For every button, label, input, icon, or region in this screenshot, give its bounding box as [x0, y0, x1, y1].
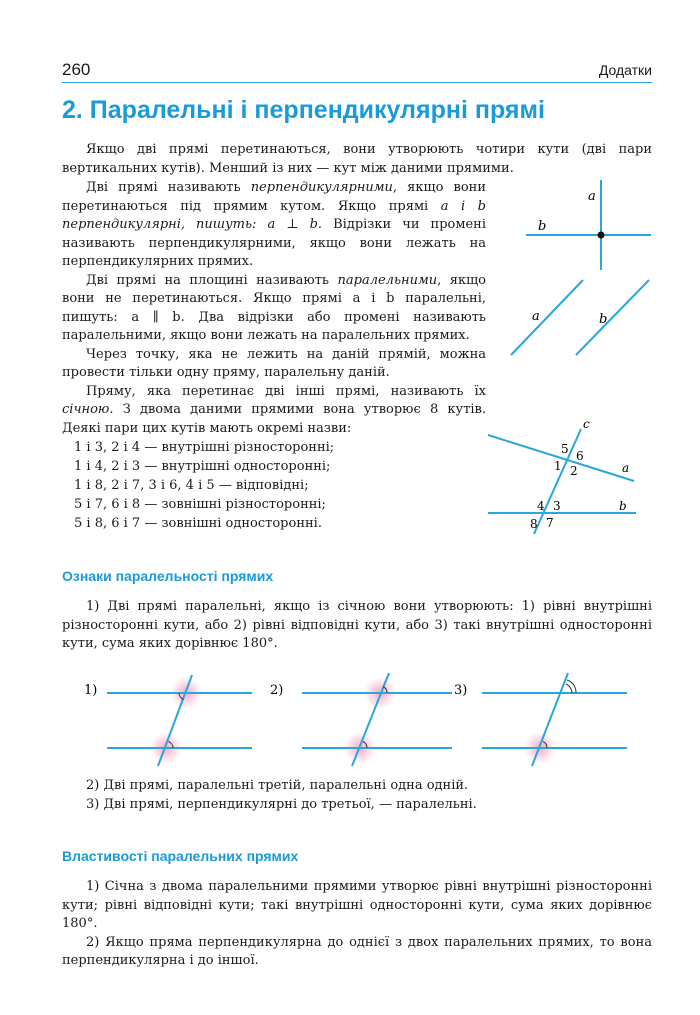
angle-label-3: 3: [553, 499, 561, 513]
perp-text-2: , якщо вони перетинаються під прямим кутом. Якщо прямі: [62, 180, 486, 214]
intersection-point: [598, 232, 605, 239]
properties-section: [62, 878, 652, 971]
diagram-label-2: 2): [270, 683, 284, 698]
signs-more: [62, 777, 652, 814]
label-a: a: [588, 189, 596, 204]
parallel-line-b: [576, 280, 649, 355]
parallel-text-3: Два відрізки або промені називають паралельними, якщо вони лежать на паралельних прямих.: [62, 309, 486, 343]
diagram-2: [270, 673, 452, 766]
parallel-line-a: [511, 280, 583, 355]
diagram-1: [84, 675, 252, 766]
parallel-text-2: , якщо вони не перетинаються. Якщо прямі a і b паралельні, пишуть: a ∥ b.: [62, 272, 486, 325]
transversal-term: січною: [62, 402, 110, 417]
header-rule: [62, 82, 652, 83]
through-point-paragraph: Через точку, яка не лежить на даній прямій, можна провести тільки одну пряму, паралельну даній.: [62, 346, 486, 380]
properties-text-1: 1) Січна з двома паралельними прямими утворює рівні внутрішні різносторонні кути; рівні відповідні кути; такі внутрішні односторонні кути, сума яких дорівнює 180°.: [62, 879, 652, 931]
angle-label-6: 6: [576, 449, 584, 463]
label-a: a: [622, 461, 630, 475]
angle-label-8: 8: [530, 517, 538, 531]
transversal-text-2: . З двома даними прямими вона утворює 8 кутів. Деякі пари цих кутів мають окремі назви:: [62, 402, 486, 436]
angle-arc: [566, 684, 572, 693]
angle-pair-item: 1 і 4, 2 і 3 — внутрішні односторонні;: [74, 459, 331, 474]
label-a: a: [532, 309, 540, 324]
angle-pair-item: 1 і 8, 2 і 7, 3 і 6, 4 і 5 — відповідні;: [74, 478, 309, 493]
parallel-term: паралельними: [337, 272, 438, 288]
parallel-paragraph: [62, 272, 486, 346]
page-number: 260: [62, 60, 91, 79]
diagram-3: [454, 673, 627, 766]
right-figures: [486, 180, 666, 550]
properties-text-2: 2) Якщо пряма перпендикулярна до однієї з двох паралельних прямих, то вона перпендикулярна і до іншої.: [62, 934, 652, 968]
signs-text-1: 1) Дві прямі паралельні, якщо із січною вони утворюють: 1) рівні внутрішні різносторонні кути, або 2) рівні відповідні кути, або 3) такі внутрішні односторонні кути, сума яких дорівнює 180°.: [62, 599, 652, 651]
transversal-figure: [488, 417, 636, 534]
angle-label-4: 4: [537, 499, 545, 513]
intro-text: Якщо дві прямі перетинаються, вони утворюють чотири кути (дві пари вертикальних кутів). Менший із них — кут між даними прямими.: [62, 142, 652, 176]
perpendicular-figure: [526, 180, 651, 270]
section-name: Додатки: [598, 62, 652, 78]
left-column: [62, 179, 486, 533]
perp-notation: a і b перпендикулярні, пишуть: a ⊥ b.: [62, 198, 486, 232]
angle-label-1: 1: [554, 459, 562, 473]
angle-label-2: 2: [570, 464, 578, 478]
transversal-text-1: Пряму, яка перетинає дві інші прямі, називають їх: [86, 383, 486, 399]
diagram-label-1: 1): [84, 683, 98, 698]
parallel-figure: [511, 280, 649, 355]
label-c: c: [583, 417, 590, 431]
angle-pair-item: 5 і 8, 6 і 7 — зовнішні односторонні.: [74, 516, 322, 531]
label-b: b: [619, 499, 627, 513]
label-b: b: [538, 219, 547, 234]
parallel-text-1: Дві прямі на площині називають: [86, 272, 330, 288]
perp-text-3: Відрізки чи промені називають перпендикулярними, якщо вони лежать на перпендикулярних прямих.: [62, 217, 486, 269]
label-b: b: [599, 312, 608, 327]
diagram-label-3: 3): [454, 683, 468, 698]
perp-text-1: Дві прямі називають: [86, 180, 241, 195]
transversal-paragraph: [62, 383, 486, 439]
signs-text-2: 2) Дві прямі, паралельні третій, паралельні одна одній.: [86, 778, 469, 793]
angle-pair-item: 5 і 7, 6 і 8 — зовнішні різносторонні;: [74, 497, 326, 512]
angle-label-7: 7: [546, 516, 554, 530]
intro-paragraph: [62, 141, 652, 178]
signs-paragraph: [62, 598, 652, 654]
properties-heading: Властивості паралельних прямих: [62, 848, 299, 864]
perpendicular-paragraph: [62, 179, 486, 272]
signs-heading: Ознаки паралельності прямих: [62, 568, 274, 584]
signs-text-3: 3) Дві прямі, перпендикулярні до третьої, — паралельні.: [86, 796, 477, 812]
angle-pair-item: 1 і 3, 2 і 4 — внутрішні різносторонні;: [74, 440, 335, 455]
perp-term: перпендикулярними: [250, 180, 393, 195]
transversal-c: [534, 429, 581, 534]
signs-diagrams: [62, 670, 652, 770]
angle-label-5: 5: [561, 442, 569, 456]
page-title: 2. Паралельні і перпендикулярні прямі: [62, 96, 545, 124]
